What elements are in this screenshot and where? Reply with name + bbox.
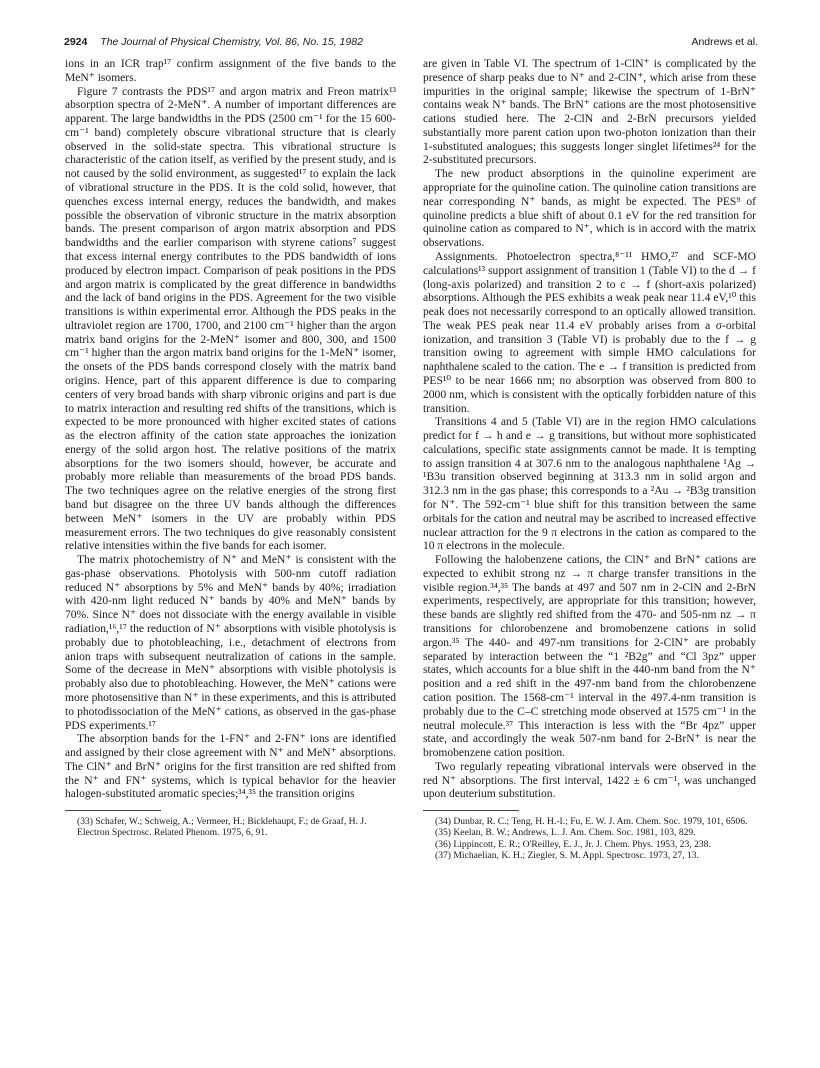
footnote: (35) Keelan, B. W.; Andrews, L. J. Am. Chem. Soc. 1981, 103, 829.	[435, 827, 696, 839]
footnote: (33) Schafer, W.; Schweig, A.; Vermeer, H.; Bicklehaupt, F.; de Graaf, H. J. Electron Spectrosc. Related Phenom. 1975, 6, 91.	[77, 816, 367, 839]
footnotes	[65, 816, 396, 838]
footnote: (37) Michaelian, K. H.; Ziegler, S. M. Appl. Spectrosc. 1973, 27, 13.	[435, 849, 699, 861]
footnote: (36) Lippincott, E. R.; O'Reilley, E. J., Jr. J. Chem. Phys. 1953, 23, 238.	[435, 838, 711, 850]
paragraph: Two regularly repeating vibrational intervals were observed in the red N⁺ absorptions. The first interval, 1422 ± 6 cm⁻¹, was unchanged upon deuterium substitution.	[423, 760, 756, 801]
right-column	[423, 58, 756, 861]
running-header	[64, 36, 758, 52]
paragraph: The absorption bands for the 1-FN⁺ and 2-FN⁺ ions are identified and assigned by their close agreement with N⁺ and MeN⁺ absorptions. The ClN⁺ and BrN⁺ origins for the first transition are red shifted from the N⁺ and FN⁺ systems, which is typical behavior for the heavier halogen-substituted aromatic species;³⁴,³⁵ the transition origins	[65, 733, 396, 801]
paragraph: The matrix photochemistry of N⁺ and MeN⁺ is consistent with the gas-phase observations. Photolysis with 500-nm cutoff radiation reduced N⁺ absorptions by 5% and MeN⁺ bands by 40%; irradiation with 420-nm light reduced N⁺ bands by 40% and MeN⁺ bands by 70%. Since N⁺ does not dissociate with the energy available in visible radiation,¹⁶,¹⁷ the reduction of N⁺ absorptions with visible photolysis is probably due to photobleaching, i.e., detachment of electrons from anion traps with subsequent neutralization of cations in the sample. Some of the decrease in MeN⁺ absorptions with visible photolysis is probably also due to photobleaching. However, the MeN⁺ cations were more photosensitive than N⁺ in these experiments, and this is attributed to photodissociation of the MeN⁺ cations, as observed in the gas-phase PDS experiments.¹⁷	[65, 554, 396, 732]
paragraph: The new product absorptions in the quinoline experiment are appropriate for the quinoline cation. The quinoline cation transitions are near corresponding N⁺ bands, as might be expected. The PES⁹ of quinoline predicts a blue shift of about 0.1 eV for the red transition for quinoline cation as compared to N⁺, which is in accord with the matrix observations.	[423, 168, 756, 250]
left-column	[65, 58, 396, 839]
paragraph: Following the halobenzene cations, the ClN⁺ and BrN⁺ cations are expected to exhibit strong nz → π charge transfer transitions in the visible region.³⁴,³⁵ The bands at 497 and 507 nm in 2-ClN and 2-BrN experiments, respectively, are appropriate for this transition; however, these bands are slightly red shifted from the 470- and 505-nm nz → π transitions for chlorobenzene and bromobenzene cations in solid argon.³⁵ The 440- and 497-nm transitions for 2-ClN⁺ are probably separated by interaction between the “1 ²B2g” and “Cl 3pz” upper states, which accounts for a blue shift in the 440-nm band from the N⁺ position and a red shift in the 497-nm band from the chlorobenzene cation position. The 1568-cm⁻¹ interval in the 497.4-nm transition is probably due to the C–C stretching mode observed at 1575 cm⁻¹ in the neutral molecule.³⁷ This interaction is less with the “Br 4pz” upper state, and accordingly the weak 507-nm band for 2-BrN⁺ is near the bromobenzene cation position.	[423, 554, 756, 760]
paragraph: Figure 7 contrasts the PDS¹⁷ and argon matrix and Freon matrix¹³ absorption spectra of 2-MeN⁺. A number of important differences are apparent. The large bandwidths in the PDS (2500 cm⁻¹ for the 15 600-cm⁻¹ band) completely obscure vibrational structure that is clearly observed in the solid-state spectra. This vibrational structure is characteristic of the cation itself, as verified by the present study, and is not caused by the solid environment, as suggested¹⁷ to explain the lack of vibrational structure in the PDS. It is the cold solid, however, that quenches excess internal energy, reduces the bandwidth, and makes possible the observation of vibronic structure in the matrix absorption bands. The present comparison of argon matrix absorption and PDS bandwidths and the earlier comparison with styrene cations⁷ suggest that excess internal energy contributes to the PDS bandwidth of ions produced by electron impact. Comparison of peak positions in the PDS and argon matrix is complicated by the great difference in bandwidths and the lack of band origins in the PDS. Agreement for the two visible transitions is within experimental error. Although the PDS peaks in the ultraviolet region are 1700, 1700, and 2100 cm⁻¹ higher than the argon matrix band origins for the 2-MeN⁺ isomer and 800, 300, and 1500 cm⁻¹ higher than the argon matrix band origins for the 1-MeN⁺ isomer, the onsets of the PDS bands correspond closely with the matrix band origins. Hence, part of this apparent difference is due to comparing centers of very broad bands with sharp vibronic origins and part is due to matrix interaction and resulting red shifts of the transitions, which is expected to be more pronounced with higher excited states of cations as the electron affinity of the cation state approaches the ionization energy of the solid argon host. The relative positions of the matrix absorptions for the two isomers should, however, be accurate and probably more reliable than measurements of the broad PDS bands. The two techniques agree on the relative energies of the strong first band but disagree on the three UV bands although the differences between MeN⁺ isomers in the UV are probably within PDS measurement errors. The two techniques do give reasonably consistent relative intensities within the five bands for each isomer.	[65, 85, 396, 553]
footnotes	[423, 816, 756, 861]
footnote-divider	[423, 810, 519, 811]
footnote-divider	[65, 810, 161, 811]
header-authors: Andrews et al.	[691, 36, 758, 48]
journal-citation: The Journal of Physical Chemistry, Vol. 86, No. 15, 1982	[100, 36, 363, 48]
page-number: 2924	[64, 36, 88, 48]
section-assignments-paragraph: Assignments. Photoelectron spectra,⁸⁻¹¹ HMO,²⁷ and SCF-MO calculations¹³ support assignment of transition 1 (Table VI) to the d → f (long-axis polarized) and transition 2 to c → f (short-axis polarized) absorptions. Although the PES exhibits a weak peak near 11.4 eV,¹⁰ this peak does not necessarily correspond to an optically allowed transition. The weak PES peak near 11.4 eV probably arises from a σ-orbital ionization, and transition 3 (Table VI) is probably due to the f → g transition owing to agreement with simple HMO calculations for naphthalene scaled to the cation. The e → f transition is predicted from PES¹⁰ to be near 1666 nm; no absorption was observed from 800 to 2000 nm, which is consistent with the optically forbidden nature of this transition.	[423, 250, 756, 415]
footnote: (34) Dunbar, R. C.; Teng, H. H.-I.; Fu, E. W. J. Am. Chem. Soc. 1979, 101, 6506.	[435, 816, 748, 828]
paragraph: ions in an ICR trap¹⁷ confirm assignment of the five bands to the MeN⁺ isomers.	[65, 58, 396, 84]
paragraph: are given in Table VI. The spectrum of 1-ClN⁺ is complicated by the presence of sharp peaks due to N⁺ and 2-ClN⁺, which arise from these impurities in the original sample; likewise the spectrum of 1-BrN⁺ contains weak N⁺ bands. The BrN⁺ cations are the most photosensitive cations studied here. The 2-ClN and 2-BrN precursors yielded substantially more parent cation upon two-photon ionization than their 1-substituted analogues; this suggests longer singlet lifetimes²⁴ for the 2-substituted precursors.	[423, 58, 756, 167]
paragraph: Transitions 4 and 5 (Table VI) are in the region HMO calculations predict for f → h and e → g transitions, but without more sophisticated calculations, specific state assignments cannot be made. It is tempting to assign transition 4 at 307.6 nm to the analogous naphthalene ¹Ag → ¹B3u transition observed beginning at 313.3 nm in solid argon and 312.3 nm in the gas phase; this corresponds to a ²Au → ²B3g transition for N⁺. The 592-cm⁻¹ blue shift for this transition between the same orbitals for the cation and neutral may be ascribed to increased effective nuclear attraction for the 9 π electrons in the cation as compared to the 10 π electrons in the molecule.	[423, 416, 756, 553]
header-left	[64, 36, 363, 48]
